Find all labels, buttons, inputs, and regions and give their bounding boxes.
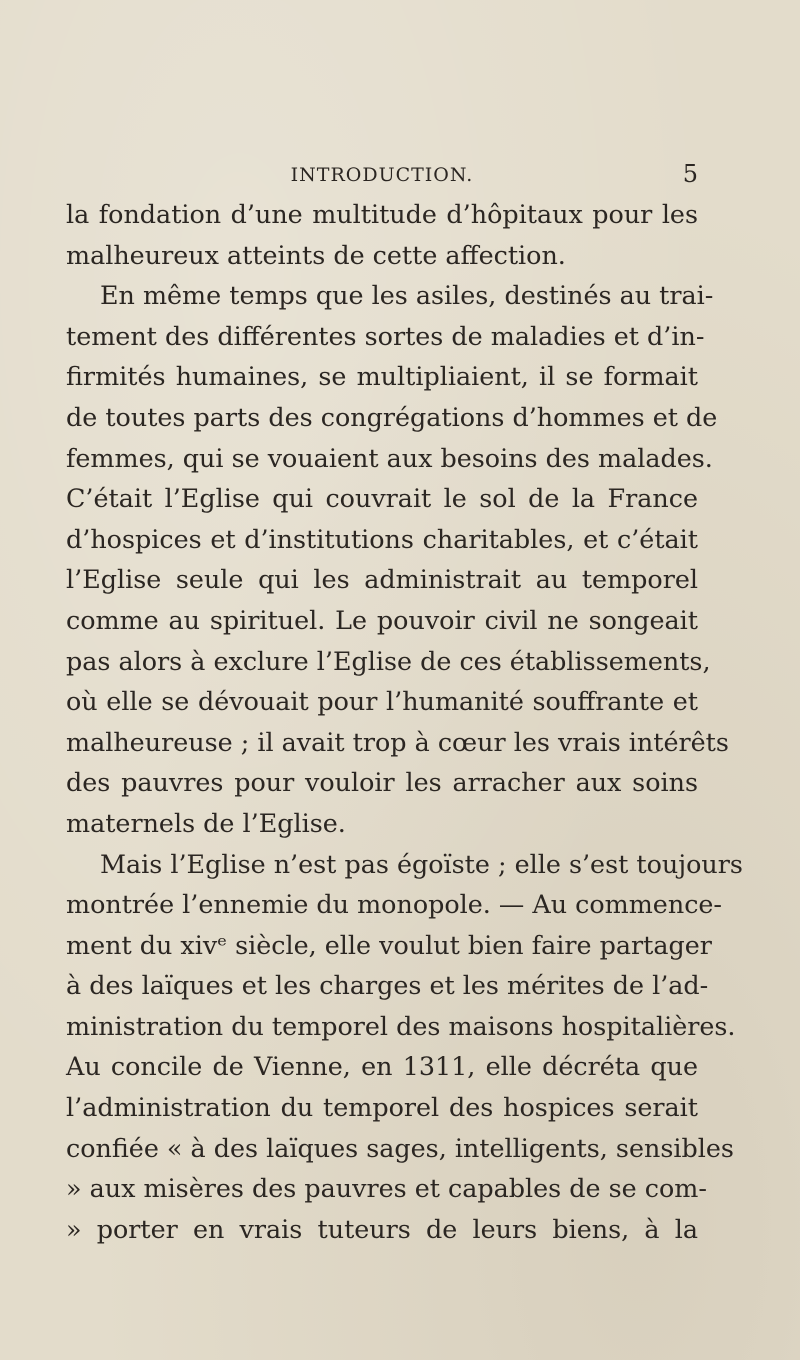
- text-line: Au concile de Vienne, en 1311, elle décréta que: [66, 1051, 698, 1082]
- text-line: » porter en vrais tuteurs de leurs biens, à la: [66, 1213, 698, 1244]
- text-line: l’Eglise seule qui les administrait au temporel: [66, 564, 698, 595]
- text-line: montrée l’ennemie du monopole. — Au commence-: [66, 889, 723, 920]
- text-line: tement des différentes sortes de maladies et d’in-: [66, 320, 705, 351]
- text-line: des pauvres pour vouloir les arracher aux soins: [66, 767, 698, 798]
- text-line: confiée « à des laïques sages, intelligents, sensibles: [66, 1132, 734, 1163]
- body-text: [66, 194, 743, 1249]
- page-number: 5: [682, 160, 698, 188]
- running-title: INTRODUCTION.: [290, 164, 474, 186]
- paragraph-first-line: Mais l’Eglise n’est pas égoïste ; elle s’est toujours: [100, 848, 743, 879]
- paragraph-first-line: En même temps que les asiles, destinés au trai-: [100, 280, 714, 311]
- text-line: de toutes parts des congrégations d’hommes et de: [66, 401, 718, 432]
- text-line: où elle se dévouait pour l’humanité souffrante et: [66, 686, 698, 717]
- text-line: ment du xivᵉ siècle, elle voulut bien faire partager: [66, 929, 712, 960]
- text-line: à des laïques et les charges et les mérites de l’ad-: [66, 970, 709, 1001]
- text-line: malheureux atteints de cette affection.: [66, 239, 566, 270]
- text-line: malheureuse ; il avait trop à cœur les vrais intérêts: [66, 726, 729, 757]
- running-head: [66, 160, 698, 190]
- text-line: » aux misères des pauvres et capables de se com-: [66, 1173, 707, 1204]
- text-line: firmités humaines, se multipliaient, il se formait: [66, 361, 698, 392]
- text-line: ministration du temporel des maisons hospitalières.: [66, 1010, 736, 1041]
- text-line: pas alors à exclure l’Eglise de ces établissements,: [66, 645, 711, 676]
- text-line: d’hospices et d’institutions charitables, et c’était: [66, 523, 698, 554]
- text-line: l’administration du temporel des hospices serait: [66, 1092, 698, 1123]
- text-line: la fondation d’une multitude d’hôpitaux pour les: [66, 199, 698, 229]
- text-line: comme au spirituel. Le pouvoir civil ne songeait: [66, 604, 698, 635]
- text-line: femmes, qui se vouaient aux besoins des malades.: [66, 442, 713, 473]
- text-line: C’était l’Eglise qui couvrait le sol de la France: [66, 483, 698, 514]
- text-line: maternels de l’Eglise.: [66, 807, 346, 838]
